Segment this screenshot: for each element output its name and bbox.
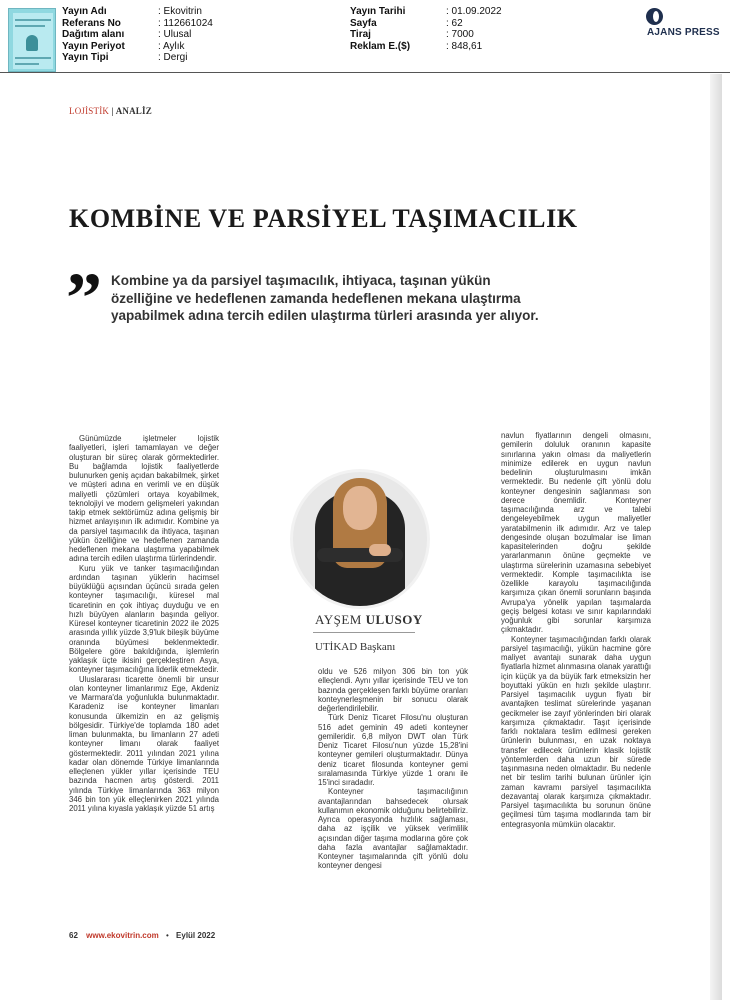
author-divider: [313, 632, 415, 633]
globe-icon: [646, 8, 663, 25]
meta-value: : Dergi: [158, 52, 188, 64]
section-name: LOJİSTİK: [69, 106, 110, 116]
section-separator: |: [109, 106, 116, 116]
meta-value: : 7000: [446, 29, 474, 41]
meta-row: [350, 41, 502, 53]
photo-hand: [369, 544, 391, 556]
photo-face: [343, 486, 377, 530]
body-paragraph: Günümüzde işletmeler lojistik faaliyetleri, işleri tamamlayan ve değer oluşturan bir süreç olarak görmektedirler. Bu bağlamda lojistik faaliyetlerde bulunurken geniş açıdan bakabilmek, şirket ve müşteri adına en verimli ve en düşük maliyetli çözümleri ortaya koyabilmek, teknolojiyi ve modern gelişmeleri yakından takip etmek sektörümüz adına gelişmiş bir hizmet anlayışının ilk adımıdır. Kombine ya da parsiyel taşımacılık da ihtiyaca, taşınan yükün özelliğine ve hedeflenen zamanda hedeflenen mekana ulaştırma yapabilmek adına tercih edilen ulaştırma türlerindendir.: [69, 434, 219, 564]
meta-value: : Aylık: [158, 40, 185, 52]
author-first-name: AYŞEM: [315, 612, 366, 627]
meta-row: [350, 18, 502, 30]
author-last-name: ULUSOY: [365, 612, 423, 627]
body-paragraph: Uluslararası ticarette önemli bir unsur olan konteyner limanlarımız Ege, Akdeniz ve Marmara'da yoğunlukla bulunmaktadır. Karadeniz ise konteyner limanları konusunda ülkemizin en az gelişmiş bölgesidir. Türkiye'de toplamda 180 adet liman bulunmakta, bu limanların 27 adeti konteyner limanı olarak faaliyet göstermektedir. 2011 yılından 2021 yılına kadar olan dönemde Türkiye limanlarında elleçlenen yükler yıllar içerisinde TEU bazında hacmen artış gösterdi. 2011 yılında Türkiye limanlarında 363 milyon 346 bin ton yük elleçlenirken 2021 yılında 2011 yılına kıyasla yaklaşık yüzde 51 artış: [69, 674, 219, 813]
thumbnail-line: [15, 25, 45, 27]
author-name: [315, 612, 423, 628]
lead-line: Kombine ya da parsiyel taşımacılık, ihtiyaca, taşınan yükün: [111, 273, 491, 288]
meta-value: : 112661024: [158, 17, 213, 29]
footer-issue: Eylül 2022: [176, 931, 216, 940]
body-paragraph: Kuru yük ve tanker taşımacılığından ardından taşınan yüklerin hacimsel büyüklüğü açısından üçüncü sırada gelen konteyner taşımacılığı, küresel mal ticaretinin en çok ihtiyaç duyduğu ve en hızlı büyüyen alanların başında geliyor. Küresel konteyner ticaretinin 2022 ile 2025 arasında yıllık yüzde 3,9'luk bileşik büyüme oranında büyümesi beklenmektedir. Bölgelere göre bakıldığında, işlemlerin yaklaşık üçte ikisini gerçekleştiren Asya, konteyner taşımacılığına liderlik etmektedir.: [69, 563, 219, 675]
meta-key: Tiraj: [350, 29, 371, 41]
meta-key: Dağıtım alanı: [62, 29, 125, 41]
meta-key: Yayın Tarihi: [350, 6, 406, 17]
body-column-1: [69, 434, 219, 813]
section-label: [69, 106, 152, 116]
quote-mark-icon: ”: [66, 258, 102, 338]
page-spine-shadow: [710, 74, 722, 1000]
logo-text: AJANS PRESS: [647, 27, 720, 38]
section-sub: ANALİZ: [115, 106, 152, 116]
meta-row: [62, 18, 213, 30]
meta-row: [350, 6, 502, 18]
meta-row: [62, 52, 213, 64]
meta-row: [62, 29, 213, 41]
meta-key: Sayfa: [350, 17, 377, 29]
meta-left: [62, 6, 213, 64]
author-role: UTİKAD Başkanı: [315, 641, 396, 653]
meta-value: : Ulusal: [158, 29, 192, 41]
meta-row: [350, 29, 502, 41]
meta-row: [62, 41, 213, 53]
body-paragraph: navlun fiyatlarının dengeli olmasını, gemilerin doluluk oranının kapasite sınırlarına yakın olması da maliyetlerin minimize edilerek en uygun navlun bedelinin oluşturulmasını imkân vermektedir. Bu nedenle çift yönlü dolu konteyner dengesinin sağlanması son derece önemlidir. Konteyner taşımacılığında arz ve talebi dengeleyebilmek uygun maliyetler yaratabilmenin ilk adımıdır. Arz ve talep dengesinde oluşan bozulmalar ise liman kapasitelerinden doğru şekilde yararlanmanın önüne geçmekte ve ulaştırma sürelerinin uzamasına sebebiyet vermektedir. Komple taşımacılıkta ise özellikle karayolu taşımacılığında karşımıza çıkan önemli sorunların başında Avrupa'ya yönelik yapılan taşımalarda geçiş belgesi kotası ve sınır kapılarındaki yoğunluk gibi sorunlar karşımıza çıkmaktadır.: [501, 431, 651, 635]
meta-right: [350, 6, 502, 52]
meta-key: Yayın Adı: [62, 6, 107, 17]
clipping-header: [0, 0, 730, 74]
article-title: KOMBİNE VE PARSİYEL TAŞIMACILIK: [69, 204, 578, 233]
thumbnail-line: [15, 19, 51, 21]
footer-url[interactable]: www.ekovitrin.com: [86, 931, 159, 940]
author-photo: [293, 472, 427, 606]
header-divider: [0, 72, 730, 73]
lead-line: yapabilmek adına tercih edilen ulaştırma türleri arasında yer alıyor.: [111, 308, 539, 323]
body-column-3: [501, 431, 651, 829]
meta-key: Yayın Tipi: [62, 52, 109, 64]
meta-value: : 01.09.2022: [446, 6, 502, 17]
page-thumbnail[interactable]: [8, 8, 56, 72]
meta-row: [62, 6, 213, 18]
footer-bullet: •: [165, 931, 169, 940]
body-paragraph: Türk Deniz Ticaret Filosu'nu oluşturan 516 adet geminin 49 adeti konteyner gemileridir. 6,8 milyon DWT olan Türk Deniz Ticaret Filosu'nun yüzde 15,28'ini konteyner gemileri oluşturmaktadır. Dünya deniz ticaret filosunda konteyner gemi sıralamasında Türkiye yüzde 1 oranı ile 15'inci sıradadır.: [318, 713, 468, 787]
body-paragraph: Konteyner taşımacılığının avantajlarından bahsedecek olursak kullanımın ekonomik olduğunu belirtebiliriz. Ayrıca operasyonda hızlılık sağlaması, daha az işçilik ve yüksek verimlilik açısından diğer taşıma modlarına göre çok daha fazla avantajlar sağlamaktadır. Konteyner taşımalarında çift yönlü dolu konteyner dengesi: [318, 787, 468, 871]
thumbnail-line: [15, 57, 51, 59]
page-number: 62: [69, 931, 78, 940]
thumbnail-line: [15, 63, 39, 65]
meta-key: Reklam E.($): [350, 40, 411, 52]
article-lead: [111, 272, 581, 325]
body-paragraph: Konteyner taşımacılığından farklı olarak parsiyel taşımacılığı, yükün hacmine göre maliyet avantajı sunarak daha uygun fiyatlarla hizmet alınmasına olanak yarattığı için küçük ya da büyük fark etmeksizin her boyuttaki yükün en hızlı şekilde ulaştırır. Parsiyel taşımacılık uygun fiyatı bir avantajken teslimat sürelerinde yaşanan gecikmeler ise zayıf yönlerinden biri olarak karşımıza çıkmaktadır. Taşıt içerisinde farklı noktalara teslim edilmesi gereken ürünlerin bulunması, en uzak noktaya transfer edilecek ürünlerin klasik lojistik yöntemlerden daha uzun bir sürede taşınmasına neden olmaktadır. Bu nedenle net bir teslim tarihi bulunan ürünler için zaman kavramı parsiyel taşımacılıkta dezavantaj olarak karşımıza çıkmaktadır. Parsiyel taşımacılıkta bu sorunun önüne geçilmesi tüm taşıma modlarında tam bir entegrasyonla mümkün olacaktır.: [501, 634, 651, 829]
body-column-2: [318, 667, 468, 871]
meta-value: : Ekovitrin: [158, 6, 202, 17]
meta-key: Yayın Periyot: [62, 40, 125, 52]
meta-key: Referans No: [62, 17, 121, 29]
meta-value: : 62: [446, 17, 463, 29]
lead-line: özelliğine ve hedeflenen zamanda hedeflenen mekana ulaştırma: [111, 290, 521, 306]
page-footer: [69, 931, 215, 940]
body-paragraph: oldu ve 526 milyon 306 bin ton yük elleçlendi. Aynı yıllar içerisinde TEU ve ton bazında gerçekleşen farklı büyüme oranları konteynerleşmenin bir sonucu olarak değerlendirilebilir.: [318, 667, 468, 713]
meta-value: : 848,61: [446, 40, 483, 52]
thumbnail-figure: [26, 35, 38, 51]
